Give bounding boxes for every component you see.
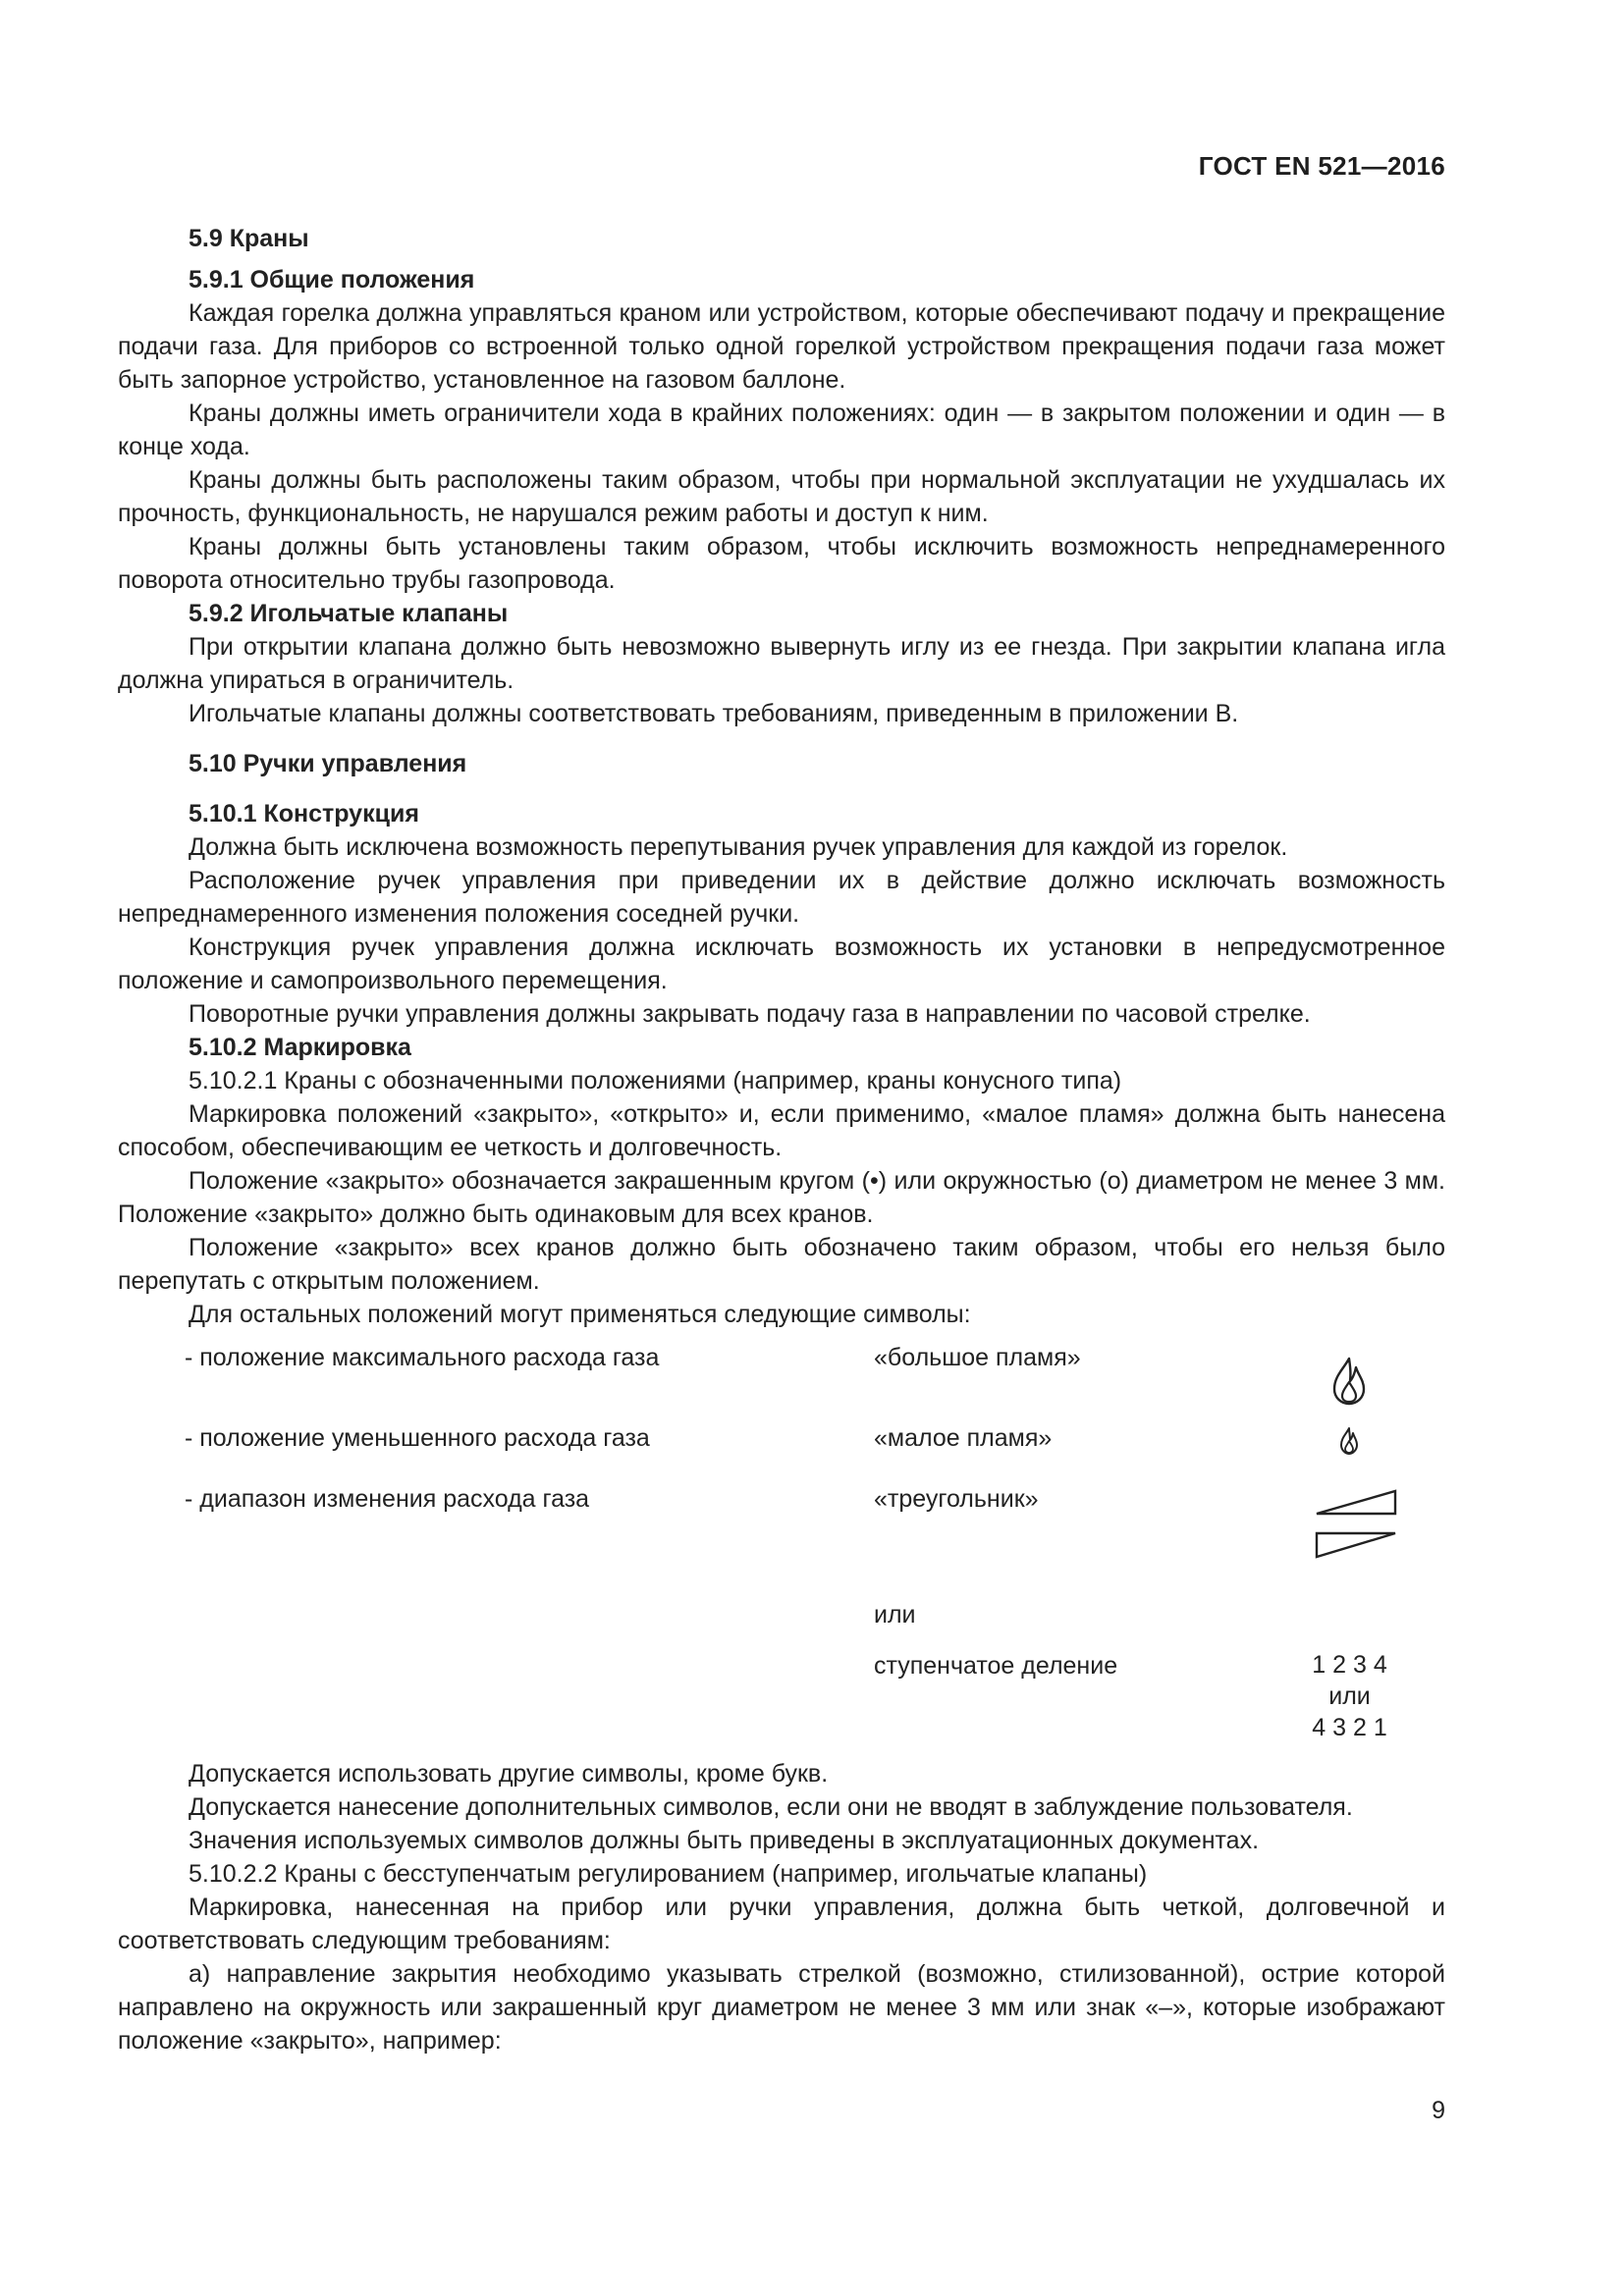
paragraph: Положение «закрыто» всех кранов должно быть обозначено таким образом, чтобы его нельзя было перепутать с открытым положением. — [118, 1234, 1445, 1295]
paragraph: Игольчатые клапаны должны соответствовать требованиям, приведенным в приложении В. — [189, 700, 1239, 727]
subsection-heading-5-9-2: 5.9.2 Игольчатые клапаны — [189, 600, 509, 627]
symbol-name: «малое пламя» — [874, 1424, 1053, 1452]
symbol-description: - положение уменьшенного расхода газа — [185, 1424, 650, 1452]
steps-or: или — [1328, 1682, 1371, 1710]
symbol-name: «треугольник» — [874, 1485, 1039, 1513]
paragraph: Допускается использовать другие символы, кроме букв. — [189, 1760, 829, 1788]
subsection-heading-5-10-2: 5.10.2 Маркировка — [189, 1034, 411, 1061]
paragraph: Краны должны иметь ограничители хода в крайних положениях: один — в закрытом положении и один — в конце хода. — [118, 400, 1445, 460]
steps-ascending: 1 2 3 4 — [1312, 1651, 1387, 1679]
paragraph: Для остальных положений могут применяться следующие символы: — [189, 1301, 971, 1328]
paragraph: а) направление закрытия необходимо указывать стрелкой (возможно, стилизованной), острие которой направлено на окружность или закрашенный круг диаметром не менее 3 мм или знак «–», которые изображают положение «закрыто», например: — [118, 1960, 1445, 2055]
paragraph: Маркировка, нанесенная на прибор или ручки управления, должна быть четкой, долговечной и соответствовать следующим требованиям: — [118, 1894, 1445, 1954]
paragraph: Поворотные ручки управления должны закрывать подачу газа в направлении по часовой стрелке. — [189, 1000, 1311, 1028]
symbol-table — [118, 1341, 1445, 1757]
paragraph: Краны должны быть установлены таким образом, чтобы исключить возможность непреднамеренного поворота относительно трубы газопровода. — [118, 533, 1445, 594]
symbol-name: «большое пламя» — [874, 1344, 1081, 1371]
paragraph: Конструкция ручек управления должна исключать возможность их установки в непредусмотренное положение и самопроизвольного перемещения. — [118, 934, 1445, 994]
subsection-heading-5-10-1: 5.10.1 Конструкция — [189, 800, 419, 828]
symbol-description: - диапазон изменения расхода газа — [185, 1485, 590, 1513]
paragraph: Должна быть исключена возможность перепутывания ручек управления для каждой из горелок. — [189, 833, 1288, 861]
paragraph: Маркировка положений «закрыто», «открыто» и, если применимо, «малое пламя» должна быть нанесена способом, обеспечивающим ее четкость и долговечность. — [118, 1100, 1445, 1161]
standard-code: ГОСТ EN 521—2016 — [1198, 151, 1445, 181]
paragraph: Положение «закрыто» обозначается закрашенным кругом (•) или окружностью (о) диаметром не менее 3 мм. Положение «закрыто» должно быть одинаковым для всех кранов. — [118, 1167, 1445, 1228]
symbol-description: - положение максимального расхода газа — [185, 1344, 660, 1371]
steps-label: ступенчатое деление — [874, 1652, 1118, 1680]
steps-descending: 4 3 2 1 — [1312, 1714, 1387, 1741]
paragraph: Допускается нанесение дополнительных символов, если они не вводят в заблуждение пользователя. — [189, 1793, 1353, 1821]
paragraph: Каждая горелка должна управляться краном или устройством, которые обеспечивают подачу и прекращение подачи газа. Для приборов со встроенной только одной горелкой устройством прекращения подачи газа может быть запорное устройство, установленное на газовом баллоне. — [118, 299, 1445, 394]
triangle-wedge-icon — [1314, 1488, 1398, 1561]
clause-5-10-2-1: 5.10.2.1 Краны с обозначенными положениями (например, краны конусного типа) — [189, 1067, 1122, 1095]
page-number: 9 — [1432, 2097, 1445, 2124]
subsection-heading-5-9-1: 5.9.1 Общие положения — [189, 266, 475, 294]
section-heading-5-9: 5.9 Краны — [189, 225, 309, 252]
page-content — [118, 222, 1445, 2057]
large-flame-icon — [1331, 1357, 1367, 1406]
small-flame-icon — [1339, 1427, 1359, 1455]
paragraph: Расположение ручек управления при приведении их в действие должно исключать возможность непреднамеренного изменения положения соседней ручки. — [118, 867, 1445, 928]
paragraph: Краны должны быть расположены таким образом, чтобы при нормальной эксплуатации не ухудшалась их прочность, функциональность, не нарушался режим работы и доступ к ним. — [118, 466, 1445, 527]
or-label: или — [874, 1601, 916, 1629]
clause-5-10-2-2: 5.10.2.2 Краны с бесступенчатым регулированием (например, игольчатые клапаны) — [189, 1860, 1148, 1888]
paragraph: Значения используемых символов должны быть приведены в эксплуатационных документах. — [189, 1827, 1260, 1854]
paragraph: При открытии клапана должно быть невозможно вывернуть иглу из ее гнезда. При закрытии клапана игла должна упираться в ограничитель. — [118, 633, 1445, 694]
section-heading-5-10: 5.10 Ручки управления — [189, 750, 467, 777]
